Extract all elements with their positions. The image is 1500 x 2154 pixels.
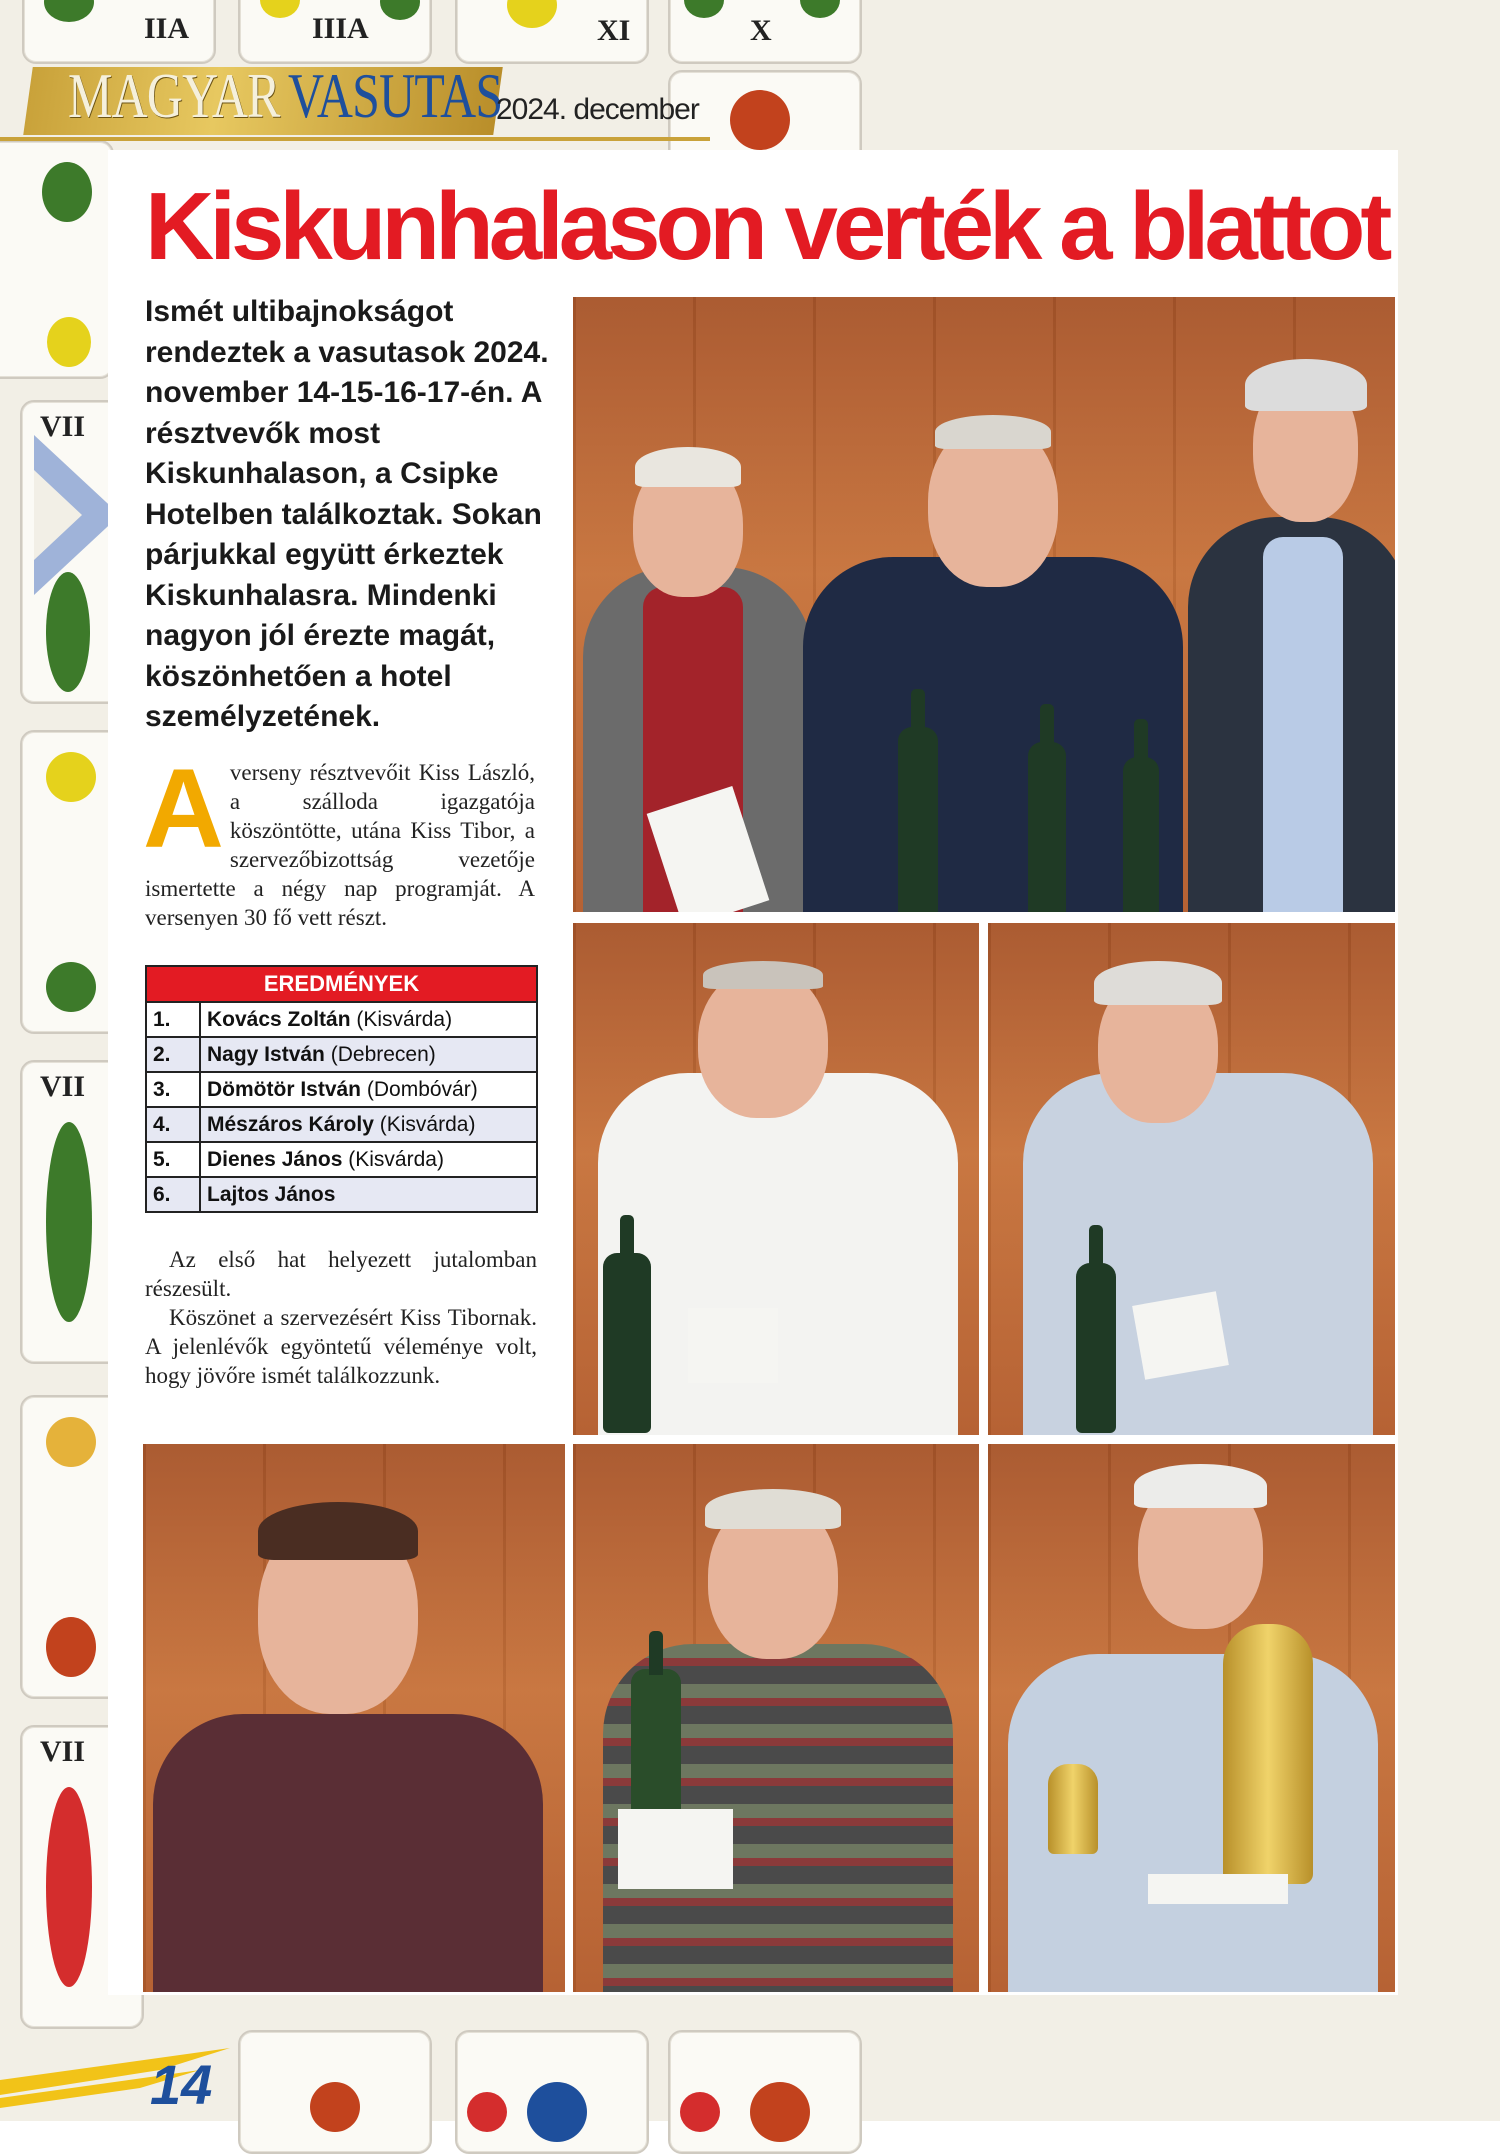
playing-card: VII: [20, 400, 144, 704]
small-trophy-icon: [1048, 1764, 1098, 1854]
photo-man-with-trophy: [988, 1444, 1395, 1992]
player-town: (Kisvárda): [356, 1007, 453, 1031]
footer-gold-swoosh: [0, 2040, 260, 2110]
player-name: Dienes János: [207, 1147, 343, 1171]
article-lead: Ismét ultibajnokságot rendeztek a vasutasok 2024. november 14-15-16-17-én. A résztvevők most Kiskunhalason, a Csipke Hotelben találkoztak. Sokan párjukkal együtt érkeztek Kiskunhalasra. Mindenki nagyon jól érezte magát, köszönhetően a hotel személyzetének.: [145, 295, 549, 733]
place-cell: 1.: [146, 1002, 200, 1037]
player-name: Dömötör István: [207, 1077, 362, 1101]
photo-man-white-shirt: [573, 923, 979, 1435]
player-town: (Debrecen): [330, 1042, 436, 1066]
closing-paragraph-1: Az első hat helyezett jutalomban részesült.: [145, 1247, 537, 1301]
name-cell: [200, 1177, 537, 1212]
closing-paragraph-2: Köszönet a szervezésért Kiss Tibornak. A jelenlévők egyöntetű véleménye volt, hogy jövőre ismét találkozzunk.: [145, 1305, 537, 1388]
photo-man-striped-shirt: [573, 1444, 979, 1992]
playing-card: [0, 140, 114, 379]
player-name: Kovács Zoltán: [207, 1007, 351, 1031]
player-name: Mészáros Károly: [207, 1112, 374, 1136]
place-cell: 6.: [146, 1177, 200, 1212]
name-cell: [200, 1002, 537, 1037]
place-cell: 3.: [146, 1072, 200, 1107]
trophy-icon: [1223, 1624, 1313, 1884]
results-table: [145, 965, 538, 1213]
table-row: [146, 1072, 537, 1107]
playing-card: IIIA: [238, 0, 432, 64]
table-row: [146, 1142, 537, 1177]
photo-man-light-shirt: [988, 923, 1395, 1435]
masthead-name-part1: MAGYAR: [68, 60, 280, 131]
masthead: [0, 55, 720, 145]
page-number: 14: [150, 2053, 213, 2116]
player-name: Lajtos János: [207, 1182, 336, 1206]
name-cell: [200, 1142, 537, 1177]
playing-card: [668, 2030, 862, 2154]
player-town: (Kisvárda): [348, 1147, 444, 1171]
article-body-intro: [143, 746, 535, 932]
body-intro-text: verseny résztvevőit Kiss László, a szálloda igazgatója köszöntötte, utána Kiss Tibor, a szervezőbizottság vezetője ismertette a négy nap programját. A versenyen 30 fő vett részt.: [145, 760, 535, 930]
playing-card: VII: [20, 1060, 144, 1364]
place-cell: 4.: [146, 1107, 200, 1142]
chevron-arrow-cutout: [34, 470, 82, 560]
photo-group-three-men: [573, 297, 1395, 912]
playing-card: [455, 2030, 649, 2154]
article-body-closing: [145, 1245, 537, 1390]
place-cell: 5.: [146, 1142, 200, 1177]
name-cell: [200, 1107, 537, 1142]
playing-card: VII: [20, 1725, 144, 2029]
results-heading: EREDMÉNYEK: [146, 966, 537, 1002]
playing-card: [238, 2030, 432, 2154]
table-row: [146, 1002, 537, 1037]
playing-card: IIA: [22, 0, 216, 64]
playing-card: X: [668, 0, 862, 64]
place-cell: 2.: [146, 1037, 200, 1072]
name-cell: [200, 1037, 537, 1072]
masthead-name-part2: VASUTAS: [288, 60, 503, 131]
name-cell: [200, 1072, 537, 1107]
drop-cap: A: [143, 746, 224, 871]
issue-date: 2024. december: [496, 93, 699, 126]
player-name: Nagy István: [207, 1042, 325, 1066]
table-row: [146, 1037, 537, 1072]
article-title: Kiskunhalason verték a blattot: [145, 173, 1388, 280]
photo-man-purple-shirt: [143, 1444, 565, 1992]
playing-card: XI: [455, 0, 649, 64]
masthead-rule: [0, 137, 710, 141]
player-town: (Dombóvár): [366, 1077, 478, 1101]
player-town: (Kisvárda): [379, 1112, 476, 1136]
table-row: [146, 1177, 537, 1212]
table-row: [146, 1107, 537, 1142]
